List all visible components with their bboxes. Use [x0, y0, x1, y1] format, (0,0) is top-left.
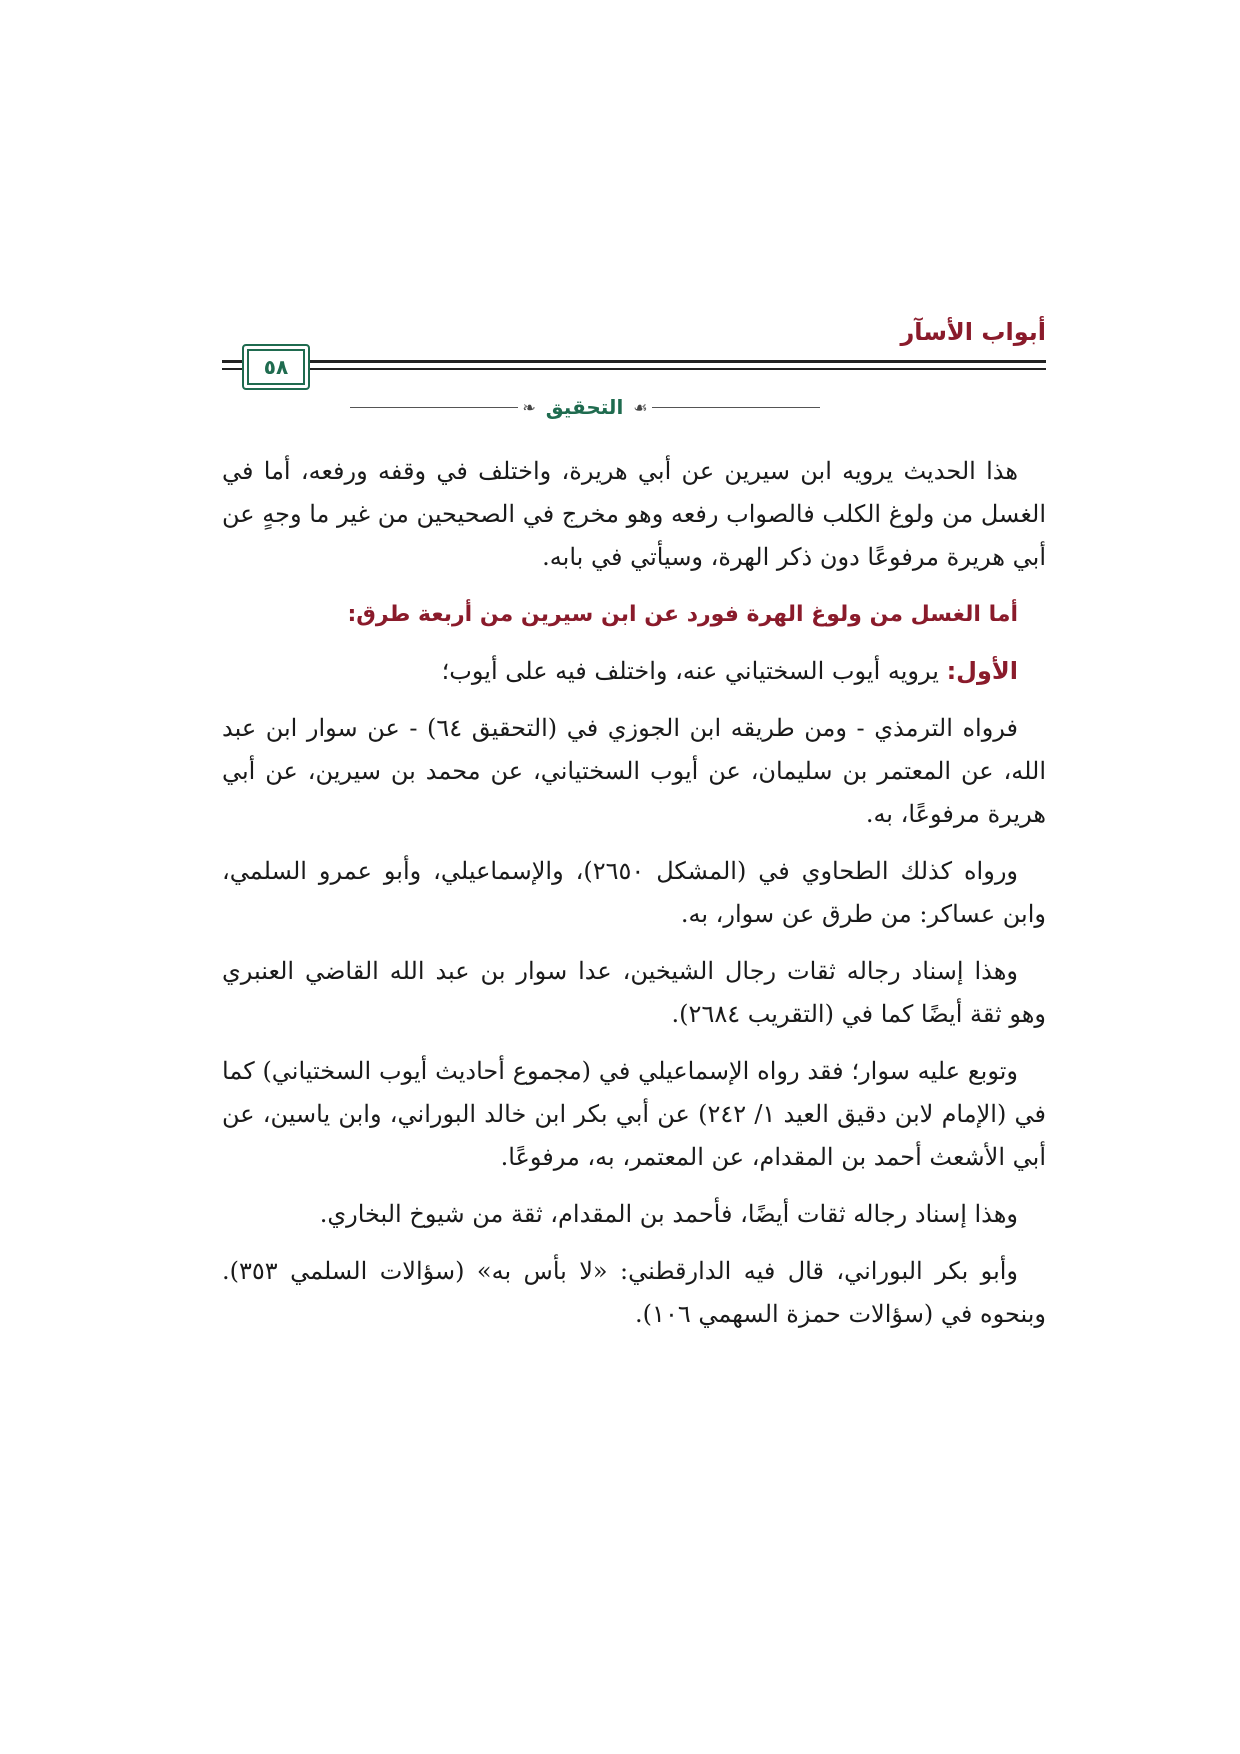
- header-rule-top: [222, 360, 1046, 363]
- ornament-right-icon: ☙: [633, 397, 648, 417]
- paragraph: فرواه الترمذي - ومن طريقه ابن الجوزي في (التحقيق ٦٤) - عن سوار ابن عبد الله، عن المعتمر بن سليمان، عن أيوب السختياني، عن محمد بن سيرين، عن أبي هريرة مرفوعًا، به.: [222, 714, 1047, 828]
- paragraph-text: يرويه أيوب السختياني عنه، واختلف فيه على أيوب؛: [441, 657, 947, 685]
- paragraph: وهذا إسناد رجاله ثقات رجال الشيخين، عدا سوار بن عبد الله القاضي العنبري وهو ثقة أيضًا كما في (التقريب ٢٦٨٤).: [222, 957, 1046, 1028]
- paragraph-lead: الأول:: [946, 657, 1018, 685]
- paragraph: وأبو بكر البوراني، قال فيه الدارقطني: «لا بأس به» (سؤالات السلمي ٣٥٣). وبنحوه في (سؤالات حمزة السهمي ١٠٦).: [222, 1257, 1046, 1328]
- header-rule-bottom: [222, 368, 1046, 370]
- section-title-label: التحقيق: [545, 395, 624, 419]
- page-number-frame: [242, 344, 310, 390]
- paragraph: [222, 650, 1046, 693]
- section-title: [350, 392, 820, 422]
- page-number: ٥٨: [263, 355, 289, 379]
- paragraph: وتوبع عليه سوار؛ فقد رواه الإسماعيلي في (مجموع أحاديث أيوب السختياني) كما في (الإمام لابن دقيق العيد ١/ ٢٤٢) عن أبي بكر ابن خالد البوراني، وابن ياسين، عن أبي الأشعث أحمد بن المقدام، عن المعتمر، به، مرفوعًا.: [222, 1057, 1047, 1171]
- page-header: [222, 318, 1046, 388]
- paragraph: ورواه كذلك الطحاوي في (المشكل ٢٦٥٠)، والإسماعيلي، وأبو عمرو السلمي، وابن عساكر: من طرق عن سوار، به.: [222, 857, 1046, 928]
- ornament-left-icon: ❧: [522, 397, 536, 417]
- paragraph: وهذا إسناد رجاله ثقات أيضًا، فأحمد بن المقدام، ثقة من شيوخ البخاري.: [319, 1200, 1018, 1228]
- body-text: [222, 450, 1046, 1350]
- paragraph: هذا الحديث يرويه ابن سيرين عن أبي هريرة، واختلف في وقفه ورفعه، أما في الغسل من ولوغ الكلب فالصواب رفعه وهو مخرج في الصحيحين من غير ما وجهٍ عن أبي هريرة مرفوعًا دون ذكر الهرة، وسيأتي في بابه.: [222, 457, 1046, 571]
- section-rule-right: [652, 407, 820, 408]
- book-title: أبواب الأسآر: [900, 318, 1046, 346]
- subheading: أما الغسل من ولوغ الهرة فورد عن ابن سيرين من أربعة طرق:: [347, 602, 1018, 627]
- section-rule-left: [350, 407, 518, 408]
